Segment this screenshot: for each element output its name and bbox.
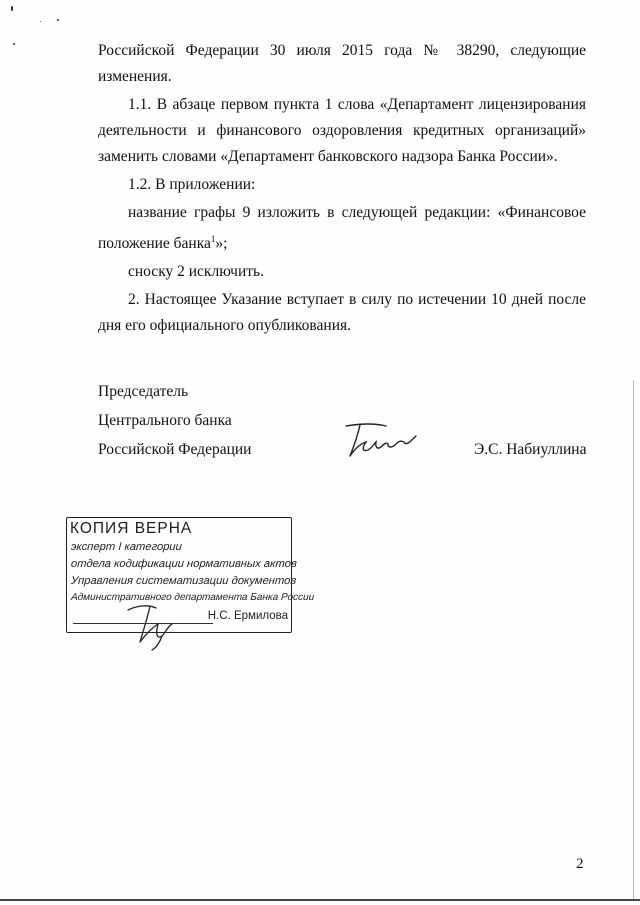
scan-edge-right	[633, 380, 634, 900]
signature-title	[98, 377, 251, 464]
stamp-name: Н.С. Ермилова	[207, 610, 288, 622]
footnote-marker: 1	[210, 234, 216, 244]
stamp-line: эксперт I категории	[70, 541, 183, 553]
paragraph-2: 2. Настоящее Указание вступает в силу по истечении 10 дней после дня его официального опубликования.	[98, 291, 586, 335]
paragraph-footnote-removal: сноску 2 исключить.	[128, 263, 264, 281]
handwritten-signature	[338, 420, 428, 462]
certified-copy-stamp	[66, 517, 315, 633]
paragraph-1-1: 1.1. В абзаце первом пункта 1 слова «Департамент лицензирования деятельности и финансового оздоровления кредитных организаций» заменить словами «Департамент банковского надзора Банка России».	[98, 96, 586, 165]
paragraph-continuation: Российской Федерации 30 июля 2015 года № 38290, следующие изменения.	[98, 42, 586, 85]
paragraph-column-9	[98, 200, 586, 257]
paragraph-column-9-text: название графы 9 изложить в следующей редакции: «Финансовое положение банка	[98, 204, 586, 253]
signature-title-line-3: Российской Федерации	[98, 441, 252, 458]
page-number: 2	[576, 856, 584, 872]
scan-speck	[57, 19, 59, 21]
paragraph-column-9-tail: »;	[215, 235, 228, 253]
body-text	[98, 38, 586, 339]
stamp-line: Управления систематизации документов	[70, 575, 297, 587]
stamp-line: Административного департамента Банка России	[70, 592, 315, 603]
paragraph-1-2: 1.2. В приложении:	[128, 176, 256, 193]
signature-title-line-2: Центрального банка	[98, 412, 232, 429]
signer-name: Э.С. Набиуллина	[474, 441, 587, 458]
scan-speck	[11, 6, 13, 11]
scan-speck	[13, 43, 15, 45]
stamp-signature	[122, 596, 192, 652]
stamp-title: КОПИЯ ВЕРНА	[70, 520, 193, 537]
signature-title-line-1: Председатель	[98, 383, 189, 400]
scan-edge-bottom	[0, 899, 640, 901]
stamp-line: отдела кодификации нормативных актов	[70, 558, 298, 570]
scan-speck	[40, 21, 41, 22]
